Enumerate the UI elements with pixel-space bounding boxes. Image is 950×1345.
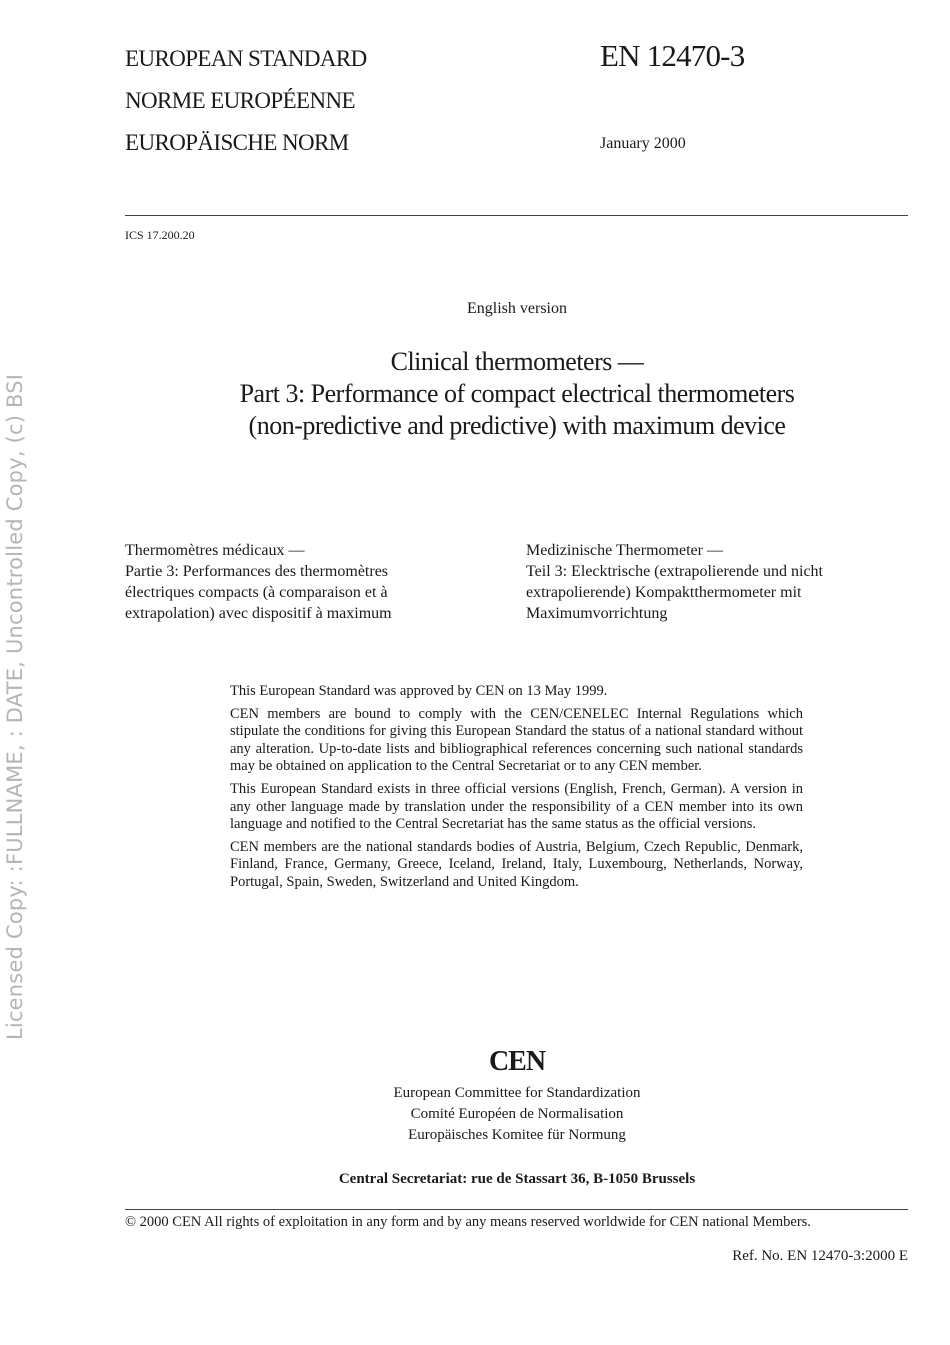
central-secretariat: Central Secretariat: rue de Stassart 36, B-1050 Brussels <box>338 1171 696 1187</box>
german-title-line-2: Teil 3: Elecktrische (extrapolierende und nicht <box>526 563 823 580</box>
copyright-notice: © 2000 CEN All rights of exploitation in any form and by any means reserved worldwide for CEN national Members. <box>125 1214 811 1230</box>
french-title-line-3: électriques compacts (à comparaison et à <box>125 584 388 601</box>
designation-german: EUROPÄISCHE NORM <box>125 130 349 155</box>
designation-english: EUROPEAN STANDARD <box>125 46 367 71</box>
license-watermark: Licensed Copy: :FULLNAME, : DATE, Uncontrolled Copy, (c) BSI <box>3 373 27 1040</box>
title-line-1: Clinical thermometers — <box>390 347 644 376</box>
cen-logo: CEN <box>488 1046 546 1077</box>
approval-paragraph-1: This European Standard was approved by CEN on 13 May 1999. <box>230 683 608 699</box>
ics-code: ICS 17.200.20 <box>125 228 195 242</box>
german-title-line-4: Maximumvorrichtung <box>526 605 668 622</box>
approval-statement <box>230 683 803 897</box>
document-title <box>160 346 874 442</box>
publication-date: January 2000 <box>600 135 686 152</box>
version-label: English version <box>467 300 567 317</box>
cen-names <box>0 1083 950 1146</box>
cen-name-german: Europäisches Komitee für Normung <box>408 1127 626 1143</box>
french-title-line-2: Partie 3: Performances des thermomètres <box>125 563 389 580</box>
cen-name-english: European Committee for Standardization <box>393 1085 641 1101</box>
french-title <box>125 540 455 624</box>
approval-paragraph-2: CEN members are bound to comply with the CEN/CENELEC Internal Regulations which stipulate the conditions for giving this European Standard the status of a national standard without any alteration. Up-to-date lists and bibliographical references concerning such national standards may be obtained on application to the Central Secretariat or to any CEN member. <box>230 705 803 775</box>
title-line-3: (non-predictive and predictive) with maximum device <box>248 411 786 440</box>
reference-number: Ref. No. EN 12470-3:2000 E <box>732 1248 908 1264</box>
standard-number: EN 12470-3 <box>600 38 745 73</box>
title-line-2: Part 3: Performance of compact electrical thermometers <box>239 379 795 408</box>
approval-paragraph-3: This European Standard exists in three official versions (English, French, German). A version in any other language made by translation under the responsibility of a CEN member into its own language and notified to the Central Secretariat has the same status as the official versions. <box>230 780 803 833</box>
footer-divider <box>125 1209 908 1210</box>
german-title-line-1: Medizinische Thermometer — <box>526 542 723 559</box>
german-title-line-3: extrapolierende) Kompaktthermometer mit <box>526 584 802 601</box>
german-title <box>526 540 906 624</box>
approval-paragraph-4: CEN members are the national standards bodies of Austria, Belgium, Czech Republic, Denmark, Finland, France, Germany, Greece, Iceland, Ireland, Italy, Luxembourg, Netherlands, Norway, Portugal, Spain, Sweden, Switzerland and United Kingdom. <box>230 838 803 890</box>
designation-french: NORME EUROPÉENNE <box>125 88 355 113</box>
french-title-line-1: Thermomètres médicaux — <box>125 542 305 559</box>
header-divider <box>125 215 908 216</box>
cen-name-french: Comité Européen de Normalisation <box>410 1106 624 1122</box>
french-title-line-4: extrapolation) avec dispositif à maximum <box>125 605 392 622</box>
